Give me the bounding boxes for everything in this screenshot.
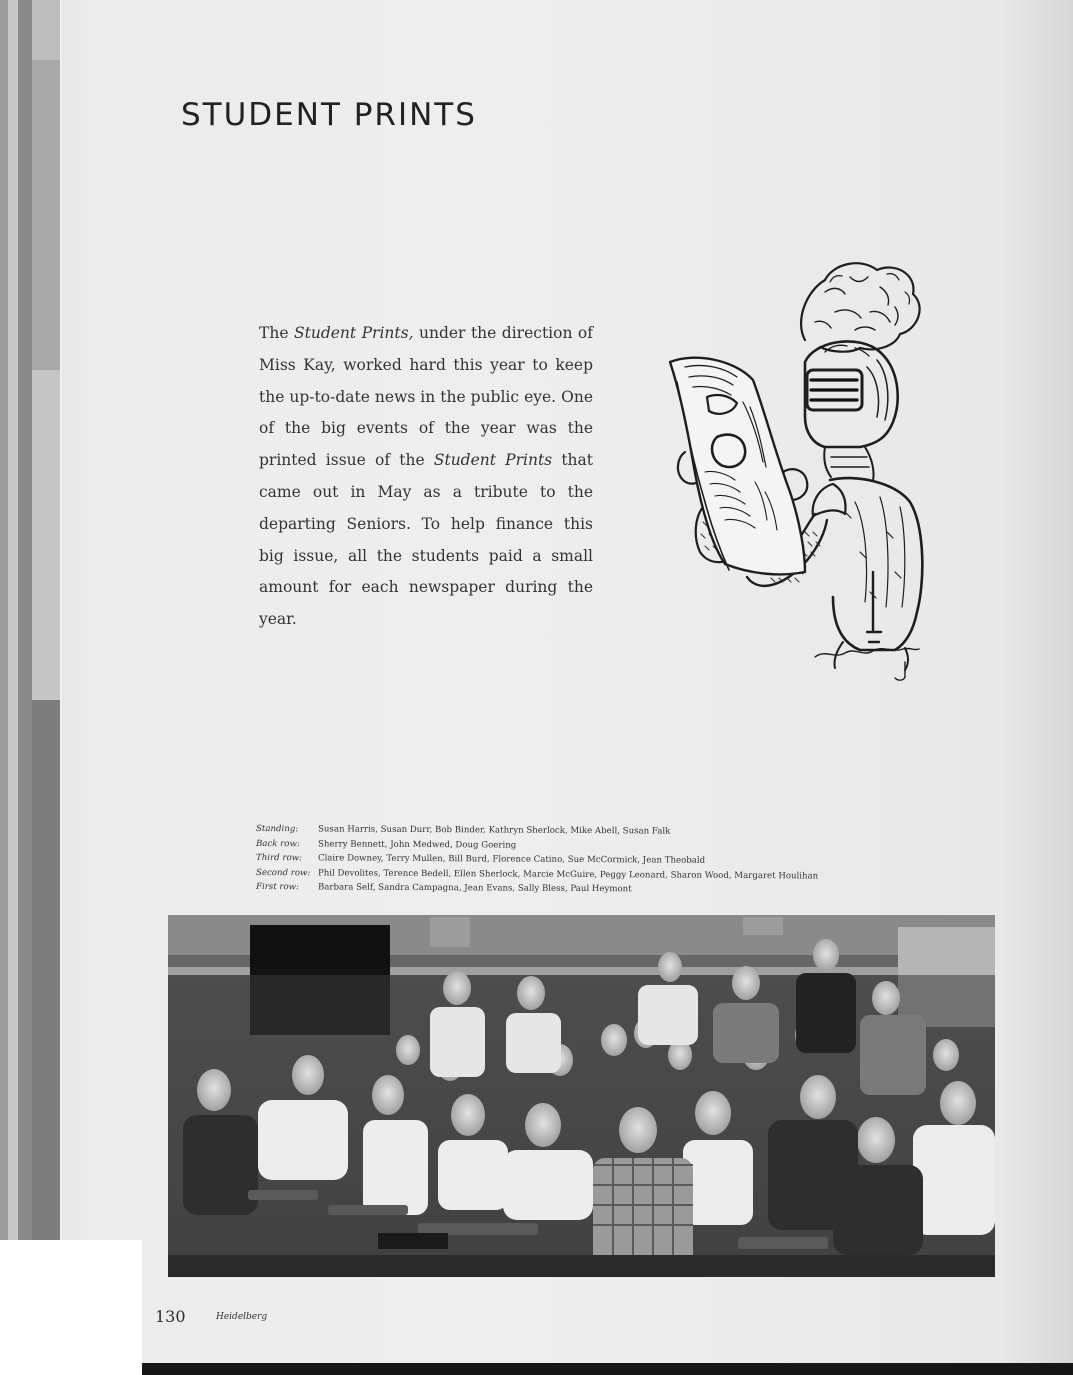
caption-names: Sherry Bennett, John Medwed, Doug Goering [317, 838, 517, 851]
caption-names: Barbara Self, Sandra Campagna, Jean Evans, Sally Bless, Paul Heymont [317, 882, 632, 895]
page-title: STUDENT PRINTS [181, 97, 477, 133]
caption-label: Third row: [255, 853, 302, 864]
body-italic-1: Student Prints, [293, 324, 414, 342]
body-text-2: under the direction of Miss Kay, worked hard this year to keep the up-to-date news in the public eye. One of the big events of the year was the printed issue of the [259, 324, 594, 470]
book-binding [0, 0, 62, 1240]
body-text-3: that came out in May as a tribute to the departing Seniors. To help finance this big issue, all the students paid a small amount for each newspaper during the year. [259, 451, 594, 629]
body-italic-2: Student Prints [433, 451, 553, 470]
body-paragraph [259, 318, 593, 636]
page-bottom-edge [142, 1363, 1073, 1375]
caption-label: Back row: [255, 838, 300, 849]
running-title: Heidelberg [216, 1312, 268, 1322]
caption-names: Phil Devolites, Terence Bedell, Ellen Sherlock, Marcie McGuire, Peggy Leonard, Sharon Wood, Margaret Houlihan [317, 868, 819, 882]
caption-names: Claire Downey, Terry Mullen, Bill Burd, Florence Catino, Sue McCormick, Jean Theobald [317, 853, 706, 866]
caption-label: Standing: [255, 824, 299, 835]
page-number: 130 [155, 1307, 186, 1326]
photo-caption [256, 822, 956, 895]
group-photo [168, 915, 995, 1277]
caption-label: First row: [255, 882, 299, 893]
knight-newspaper-illustration [655, 252, 935, 682]
body-text-1: The [259, 324, 294, 342]
caption-names: Susan Harris, Susan Durr, Bob Binder, Kathryn Sherlock, Mike Abell, Susan Falk [317, 824, 671, 837]
caption-label: Second row: [255, 867, 311, 879]
caption-row [256, 880, 956, 899]
scan-corner [0, 1240, 142, 1375]
